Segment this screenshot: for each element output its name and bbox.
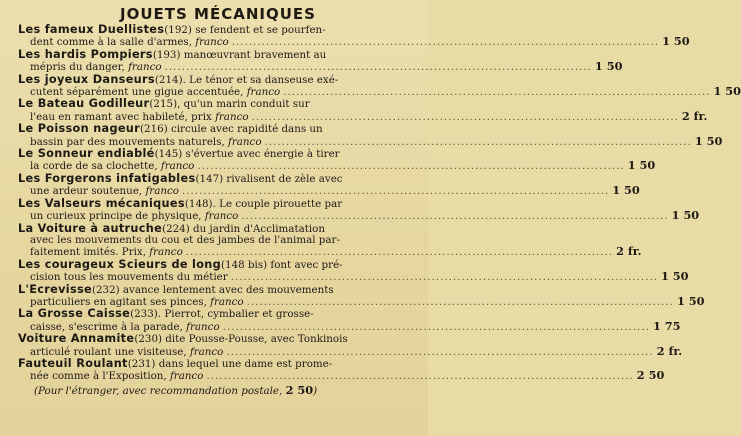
toy-price: 1 50 [661,269,689,284]
franco-label: franco [189,345,224,358]
dot-leader [252,112,679,123]
franco-label: franco [246,86,281,99]
toy-price: 1 50 [612,183,640,198]
toy-entry [18,122,723,148]
franco-label: franco [149,246,183,259]
toy-name: Les hardis Pompiers [18,47,153,61]
toy-entry [18,356,665,383]
dot-leader [223,322,650,333]
franco-label: franco [170,370,204,383]
franco-label: franco [215,110,249,123]
toy-name: Voiture Annamite [18,332,135,346]
toy-description-line: articulé roulant une visiteuse, [30,345,187,358]
toy-price: 2 fr. [616,244,642,259]
franco-label: franco [228,135,262,148]
toy-name: Fauteuil Roulant [18,356,128,370]
toy-entry [18,147,656,173]
toy-description-line: (148 bis) font avec pré- [221,258,343,271]
toy-description-line: (231) dans lequel une dame est prome- [127,357,333,370]
dot-leader [231,272,658,283]
toy-description-line: cision tous les mouvements du métier [30,271,228,284]
toy-price: 1 50 [662,34,690,49]
toy-description-line: particuliers en agitant ses pinces, [30,295,207,308]
franco-label: franco [210,295,244,308]
franco-label: franco [204,210,239,223]
toy-description-line: mépris du danger, [30,61,125,74]
toy-price: 1 50 [713,84,741,99]
toy-entry [18,307,681,333]
toy-entry [18,257,689,284]
dot-leader [247,297,674,308]
toy-entry [18,282,705,309]
dot-leader [226,347,653,358]
toy-description-line: une ardeur soutenue, [30,185,143,198]
toy-price: 1 50 [627,158,656,173]
toy-description-line: cutent séparément une gigue accentuée, [30,86,244,99]
toy-name: Les Valseurs mécaniques [18,196,185,210]
dot-leader [241,211,668,222]
toy-description-line: (193) manœuvrant bravement au [152,48,327,61]
franco-label: franco [128,61,162,74]
toy-description-line: (230) dite Pousse-Pousse, avec Tonkinois [134,333,348,346]
franco-label: franco [195,36,229,49]
dot-leader [206,371,633,382]
toy-description-line: faitement imités. Prix, [30,246,147,259]
toy-description-line: caisse, s'escrime à la parade, [30,320,183,333]
toy-entry [18,332,683,358]
foreign-note-close: ) [313,384,318,397]
dot-leader [197,161,624,172]
dot-leader [265,137,692,148]
franco-label: franco [186,320,220,333]
dot-leader [232,37,659,48]
toy-entry [18,171,640,198]
toy-name: La Grosse Caisse [18,307,131,321]
toy-name: Les joyeux Danseurs [18,72,155,86]
toy-entry [18,23,690,49]
toy-entry [18,72,741,99]
dot-leader [182,186,609,197]
toy-name: Le Sonneur endiablé [18,147,155,161]
toy-description-line: (216) circule avec rapidité dans un [140,123,323,136]
toy-price: 2 fr. [656,343,683,358]
toy-description-line: née comme à l'Exposition, [30,370,167,383]
toy-description-line: avec les mouvements du cou et des jambes de l'animal par- [30,233,340,246]
foreign-shipping-note [18,384,418,397]
toy-price: 1 75 [652,318,681,333]
foreign-note-price: 2 50 [285,382,314,397]
toy-description-line: (232) avance lentement avec des mouvements [91,283,334,296]
toy-price: 1 50 [676,293,705,308]
toy-entry [18,196,700,223]
toy-name: Les Forgerons infatigables [18,171,196,185]
toy-description-line: la corde de sa clochette, [30,160,158,173]
franco-label: franco [160,160,195,173]
toy-description-line: (214). Le ténor et sa danseuse exé- [154,73,339,86]
toy-price: 1 50 [694,133,723,148]
toy-description-line: (192) se fendent et se pourfen- [164,24,326,36]
section-title: JOUETS MÉCANIQUES [120,5,316,23]
toy-description-line: (147) rivalisent de zèle avec [195,172,343,185]
toy-price: 1 50 [671,208,700,223]
toy-name: Les fameux Duellistes [18,23,165,36]
toy-price: 1 50 [594,59,623,74]
toy-price: 2 50 [636,368,665,383]
toy-entry [18,97,708,123]
toy-name: La Voiture à autruche [18,221,163,235]
toy-entry [18,47,623,74]
foreign-note-text: (Pour l'étranger, avec recommandation postale, [34,384,283,397]
toy-description-line: bassin par des mouvements naturels, [30,135,225,148]
dot-leader [283,87,710,98]
franco-label: franco [145,185,179,198]
entry-list [18,23,741,383]
toy-description-line: (215), qu'un marin conduit sur [149,98,310,111]
dot-leader [165,62,592,73]
toy-description-line: l'eau en ramant avec habileté, prix [30,110,212,123]
toy-name: Le Poisson nageur [18,122,141,136]
toy-description-line: un curieux principe de physique, [30,210,202,223]
dot-leader [186,247,613,258]
toy-description-line: (233). Pierrot, cymbalier et grosse- [130,308,314,321]
toy-name: L'Ecrevisse [18,282,92,296]
toy-entry [18,221,642,259]
toy-description-line: (224) du jardin d'Acclimatation [162,222,325,235]
toy-name: Le Bateau Godilleur [18,97,150,111]
toy-description-line: dent comme à la salle d'armes, [30,36,192,49]
toy-description-line: (145) s'évertue avec énergie à tirer [154,148,340,161]
toy-description-line: (148). Le couple pirouette par [184,197,343,210]
toy-price: 2 fr. [681,108,708,123]
toy-name: Les courageux Scieurs de long [18,257,222,271]
